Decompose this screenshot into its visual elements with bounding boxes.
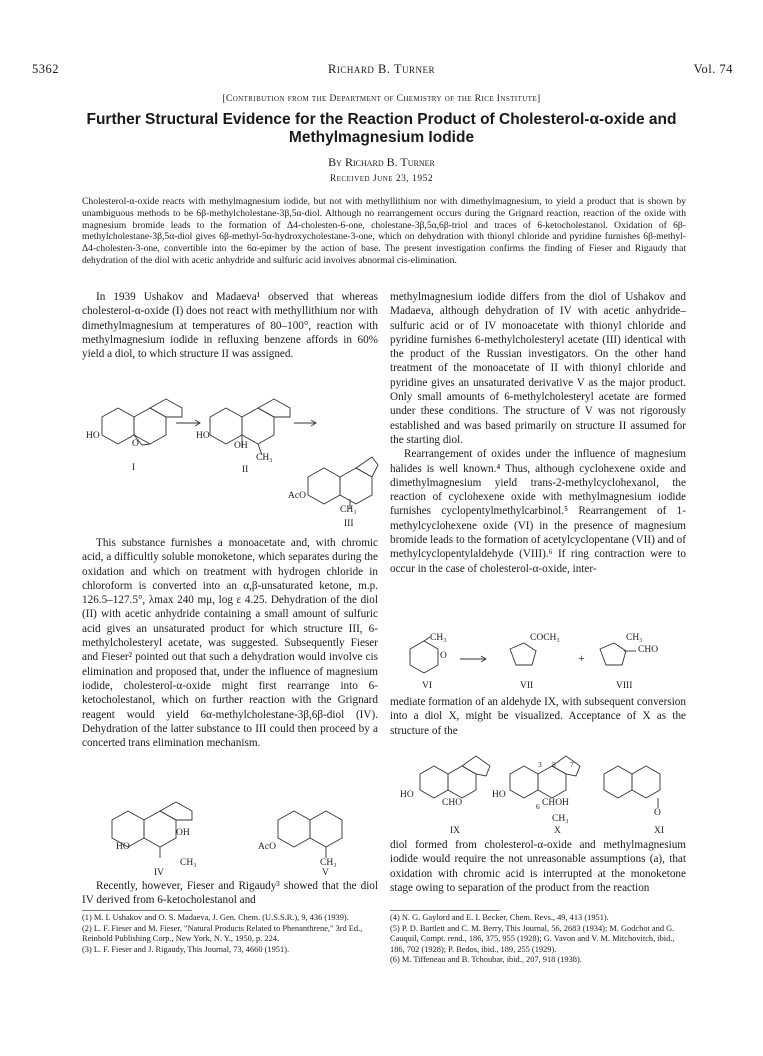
paragraph-text: Rearrangement of oxides under the influence of magnesium halides is well known.⁴ Thus, although cyclohexene oxide and dimethylmagnesium yield trans-2-methylcyclohexanol, the reaction of cyclohexene oxide with methylmagnesium iodide furnishes cyclopentylmethylcarbinol.⁵ Rearrangement of 1-methylcyclohexene oxide (VI) in the presence of magnesium bromide leads to the formation of acetylcyclopentane (VII) and of methylcyclopentylaldehyde (VIII).⁶ If ring contraction were to occur in the case of cholesterol-α-oxide, inter- <box>390 448 686 575</box>
substituent: OH <box>234 441 248 451</box>
substituent: CH₃ <box>340 505 357 515</box>
substituent: HO <box>400 790 414 800</box>
contribution-line: [Contribution from the Department of Chemistry of the Rice Institute] <box>222 94 541 104</box>
scheme-IV-V <box>82 800 378 878</box>
byline: By Richard B. Turner <box>328 155 435 169</box>
right-paragraphs-1-2 <box>390 290 686 576</box>
footnote: (4) N. G. Gaylord and E. I. Becker, Chem. Revs., 49, 413 (1951). <box>390 913 609 922</box>
received-date: Received June 23, 1952 <box>329 174 434 184</box>
compound-label: V <box>322 868 329 878</box>
compound-label: VII <box>520 681 534 691</box>
substituent: OH <box>176 828 190 838</box>
substituent: CH₃ <box>180 858 197 868</box>
substituent: CH₃ <box>256 453 273 463</box>
compound-label: I <box>132 463 136 473</box>
footnote: (6) M. Tiffeneau and B. Tchoubar, ibid., 207, 918 (1938). <box>390 955 582 965</box>
footnote: (1) M. I. Ushakov and O. S. Madaeva, J. Gen. Chem. (U.S.S.R.), 9, 436 (1939). <box>82 913 349 922</box>
volume: Vol. 74 <box>693 62 733 76</box>
footnote-rule <box>82 910 192 911</box>
substituent: O <box>440 651 447 661</box>
substituent: HO <box>116 842 130 852</box>
paragraph-text: In 1939 Ushakov and Madaeva¹ observed that whereas cholesterol-α-oxide (I) does not react with methyllithium nor with dimethylmagnesium at temperatures of 80–100°, reaction with methylmagnesium iodide in refluxing benzene affords in 60% yield a diol, to which structure II was assigned. <box>82 291 378 361</box>
position-number: 7 <box>570 760 574 769</box>
structure-drawing <box>390 635 686 695</box>
running-head: Richard B. Turner <box>328 62 435 76</box>
compound-label: VIII <box>616 681 633 691</box>
substituent: AcO <box>288 491 306 501</box>
compound-label: X <box>554 826 561 836</box>
position-number: 5 <box>552 760 556 769</box>
substituent: AcO <box>258 842 276 852</box>
page-number: 5362 <box>32 62 59 76</box>
left-paragraph-3 <box>82 879 378 908</box>
plus-sign: + <box>578 651 585 665</box>
paragraph-text: methylmagnesium iodide differs from the diol of Ushakov and Madaeva, although dehydration of IV with acetic anhydride–sulfuric acid or of IV monoacetate with thionyl chloride and pyridine furnishes 6-methylcholesteryl acetate (III) identical with the product of the Russian investigators. On the other hand treatment of the monoacetate of II with thionyl chloride and pyridine gives an unsaturated derivative V as the major product. Only small amounts of 6-methylcholesteryl acetate are formed under these conditions. The structure of V was not rigorously established and was based primarily on structure II assumed for the starting diol. <box>390 291 686 446</box>
compound-label: II <box>242 465 249 475</box>
left-paragraph-2 <box>82 536 378 750</box>
footnote-rule <box>390 910 500 911</box>
abstract: Cholesterol-α-oxide reacts with methylmagnesium iodide, but not with methyllithium nor with dimethylmagnesium, to yield a product that is shown by unambiguous methods to be 6β-methylcholestane-3β,5α-diol. Although no rearrangement occurs during the Grignard reaction, reaction of the oxide with magnesium bromide leads to the formation of Δ4-cholesten-6-one, cholestane-3β,5α,6β-triol and traces of 6-ketocholestanol. Oxidation of 6β-methylcholestane-3β,5α-diol gives 6β-methyl-5α-hydroxycholestane-3-one, which on dehydration with thionyl chloride and pyridine furnishes 6β-methyl-Δ4-cholesten-3-one, convertible into the 6α-epimer by the action of base. The present investigation confirms the finding of Fieser and Rigaudy that dehydration of the diol with acetic anhydride and sulfuric acid involves abnormal cis-elimination. <box>82 196 686 266</box>
structure-drawing <box>390 740 686 840</box>
paragraph-text: diol formed from cholesterol-α-oxide and methylmagnesium iodide would require the not unreasonable assumptions (a), that oxidation with chromic acid is interrupted at the monoketone stage owing to separation of the product from the reaction <box>390 839 686 894</box>
substituent: HO <box>86 431 100 441</box>
footnote: (3) L. F. Fieser and J. Rigaudy, This Journal, 73, 4660 (1951). <box>82 944 290 954</box>
substituent: CHO <box>638 645 659 655</box>
substituent: CH₃ <box>552 814 569 824</box>
article-title: Further Structural Evidence for the Reaction Product of Cholesterol-α-oxide and Methylmagnesium Iodide <box>86 111 677 146</box>
substituent: CHO <box>442 798 463 808</box>
right-footnotes <box>390 913 686 966</box>
substituent: CH₃ <box>320 858 337 868</box>
paragraph-text: This substance furnishes a monoacetate and, with chromic acid, a difficultly soluble monoketone, which separates during the oxidation and which on treatment with hydrogen chloride in chloroform is converted into an α,β-unsaturated ketone, m.p. 126.5–127.5°, λmax 240 mμ, log ε 4.25. Dehydration of the diol (II) with acetic anhydride containing a small amount of sulfuric acid gives an unsaturated product for which structure III, 6-methylcholesteryl acetate, was suggested. Subsequently Fieser and Fieser² pointed out that such a dehydration would involve cis elimination and proposed that, under the influence of magnesium iodide, cholesterol-α-oxide might first rearrange into 6-ketocholestanol, which on further reaction with the Grignard reagent would yield 6α-methylcholestane-3β,6β-diol (IV). Dehydration of the latter substance to III could then proceed by a concerted trans elimination mechanism. <box>82 537 378 750</box>
compound-label: IX <box>450 826 461 836</box>
scheme-VI-VII-VIII <box>390 635 686 695</box>
right-paragraph-4 <box>390 838 686 895</box>
left-paragraph-1 <box>82 290 378 361</box>
compound-label: IV <box>154 868 165 878</box>
left-footnotes <box>82 913 378 955</box>
position-number: 3 <box>538 760 542 769</box>
substituent: COCH₃ <box>530 633 560 643</box>
compound-label: XI <box>654 826 665 836</box>
substituent: CH₃ <box>626 633 643 643</box>
substituent: CHOH <box>542 798 569 808</box>
scheme-IX-X-XI <box>390 740 686 840</box>
footnote: (5) P. D. Bartlett and C. M. Berry, This Journal, 56, 2683 (1934); M. Godchot and G. Cauquil, Compt. rend., 186, 375, 955 (1928); G. Vavon and V. M. Mitchovitch, ibid., 186, 702 (1928); P. Bedos, ibid., 189, 255 (1929). <box>390 923 675 954</box>
paragraph-text: Recently, however, Fieser and Rigaudy³ showed that the diol IV derived from 6-ketocholestanol and <box>82 880 378 907</box>
footnote: (2) L. F. Fieser and M. Fieser, "Natural Products Related to Phenanthrene," 3rd Ed., Reinhold Publishing Corp., New York, N. Y., 1950, p. 224. <box>82 923 363 944</box>
paragraph-text: mediate formation of an aldehyde IX, with subsequent conversion into a diol X, might be visualized. Acceptance of X as the structure of the <box>390 696 686 737</box>
compound-label: VI <box>422 681 433 691</box>
right-paragraph-3 <box>390 695 686 738</box>
substituent: O <box>132 439 139 449</box>
structure-drawing <box>82 395 378 535</box>
substituent: HO <box>196 431 210 441</box>
position-number: 6 <box>536 802 540 811</box>
substituent: CH₃ <box>430 633 447 643</box>
scheme-I-II-III <box>82 395 378 535</box>
compound-label: III <box>344 519 354 529</box>
substituent: O <box>654 808 661 818</box>
substituent: HO <box>492 790 506 800</box>
